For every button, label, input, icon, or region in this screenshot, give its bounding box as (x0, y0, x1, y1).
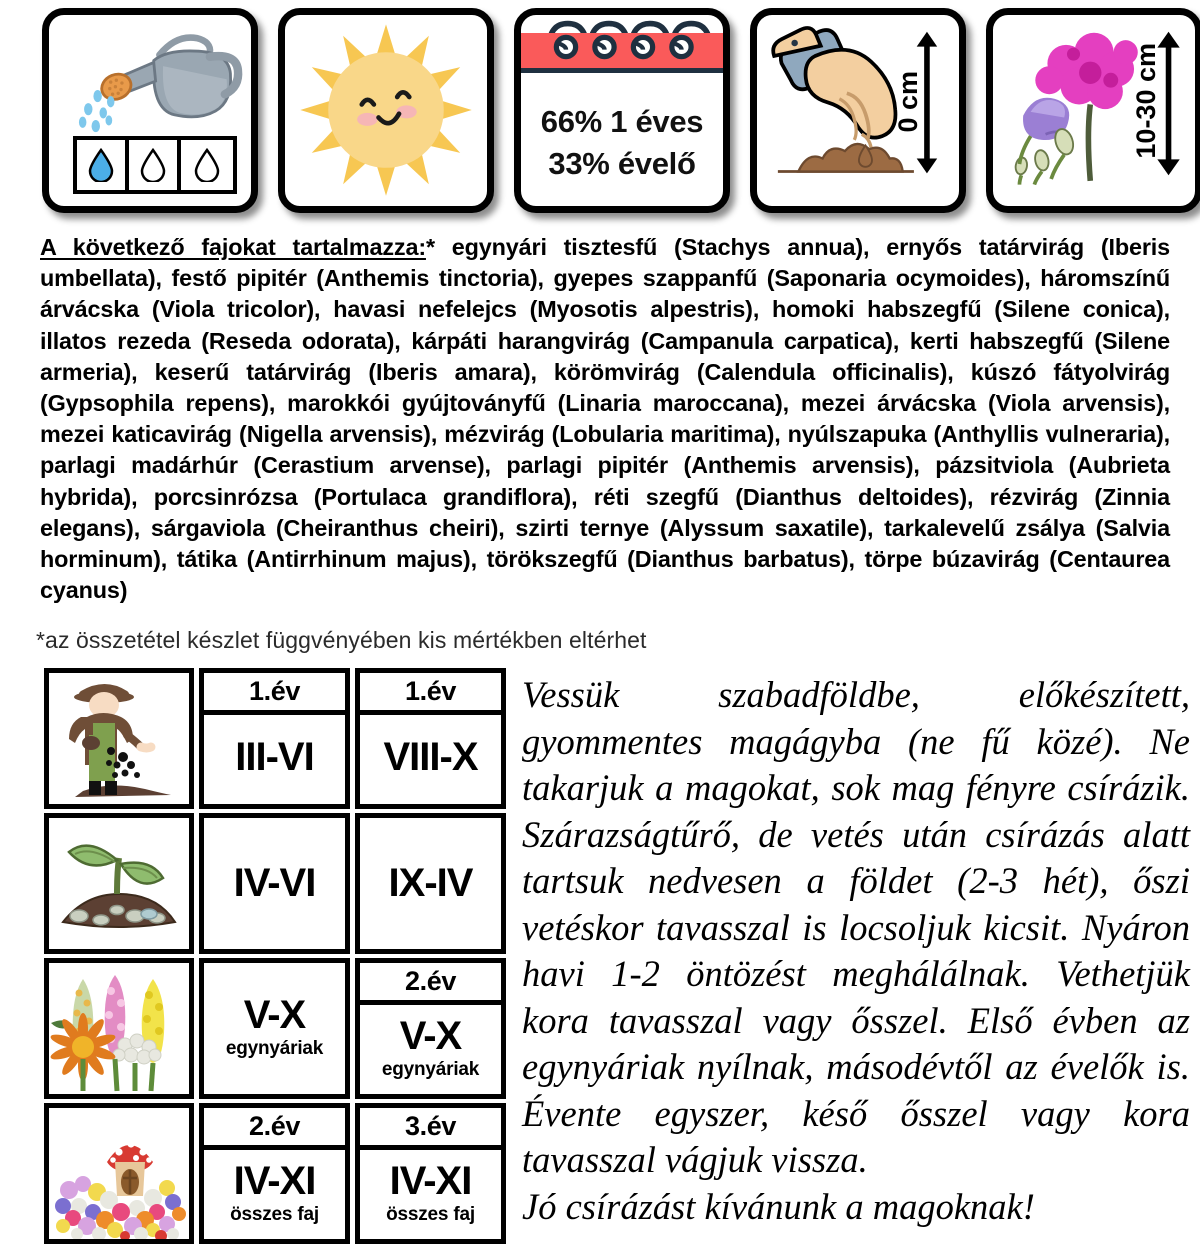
table-cell-autumn (355, 1103, 506, 1244)
calendar-ring-holes-icon (519, 33, 725, 68)
cell-body (360, 1005, 501, 1094)
watering-can-icon (49, 19, 251, 147)
flower-height-icon (993, 15, 1195, 206)
sowing-farmer-icon (44, 668, 194, 809)
flowering-plants-icon (44, 958, 194, 1099)
sowing-depth-card (750, 8, 966, 213)
water-level-indicator (73, 136, 237, 194)
table-cell-spring (199, 813, 350, 954)
table-row (44, 1103, 506, 1244)
cell-body (204, 715, 345, 804)
sowing-depth-label: 0 cm (893, 71, 923, 133)
plant-height-card (986, 8, 1200, 213)
table-cell-spring (199, 1103, 350, 1244)
month-range: IX-IV (388, 860, 473, 905)
water-drop-cell-2 (129, 140, 181, 190)
table-cell-spring (199, 958, 350, 1099)
cell-body (204, 963, 345, 1094)
light-requirement-card (278, 8, 494, 213)
month-range: IV-XI (389, 1159, 472, 1203)
table-cell-autumn (355, 668, 506, 809)
year-label: 1.év (360, 673, 501, 715)
sun-icon (285, 15, 487, 206)
lifecycle-annual-ratio: 66% 1 éves (540, 103, 704, 139)
month-range: VIII-X (383, 735, 478, 779)
species-list-paragraph (40, 232, 1170, 606)
lifecycle-perennial-ratio: 33% évelő (548, 145, 696, 181)
growing-instructions-paragraph: Vessük szabadföldbe, előkészített, gyommentes magágyba (ne fű közé). Ne takarjuk a magokat, sok mag fényre csírázik. Szárazságtűrő, de vetés után csírázás alatt tartsuk nedvesen a földet (2-3 hét), őszi vetéskor tavasszal is locsoljuk kicsit. Nyáron havi 1-2 öntözést meghálálnak. Vethetjük kora tavasszal vagy ősszel. Első évben az egynyáriak nyílnak, másodévtől az évelők is. Évente egyszer, késő ősszel vagy kora tavasszal vágjuk vissza. (522, 674, 1190, 1180)
plant-height-label: 10-30 cm (1131, 43, 1161, 159)
cell-body (360, 818, 501, 949)
month-range: V-X (243, 993, 306, 1037)
water-drop-icon-empty (140, 148, 166, 182)
year-label: 2.év (204, 1108, 345, 1150)
icon-strip (42, 8, 1192, 223)
month-range-note: egynyáriak (381, 1059, 480, 1080)
month-range-note: összes faj (230, 1204, 319, 1225)
table-cell-autumn (355, 958, 506, 1099)
table-cell-autumn (355, 813, 506, 954)
month-range-note: egynyáriak (225, 1038, 324, 1059)
month-range: IV-VI (233, 860, 316, 905)
year-label: 2.év (360, 963, 501, 1005)
calendar-header-band (519, 33, 725, 73)
year-label: 1.év (204, 673, 345, 715)
growing-instructions (522, 672, 1190, 1230)
cell-body (360, 1150, 501, 1239)
seedling-icon (44, 813, 194, 954)
lifecycle-ratios (521, 79, 723, 206)
hand-sowing-icon (757, 15, 959, 206)
month-range: III-VI (235, 735, 314, 779)
cell-body (360, 715, 501, 804)
water-requirement-card (42, 8, 258, 213)
lifecycle-card (514, 8, 730, 213)
table-row (44, 813, 506, 954)
wildflower-meadow-icon (44, 1103, 194, 1244)
water-drop-cell-3 (181, 140, 233, 190)
month-range: V-X (399, 1014, 462, 1058)
table-cell-spring (199, 668, 350, 809)
cell-body (204, 1150, 345, 1239)
table-row (44, 958, 506, 1099)
species-list-body: egynyári tisztesfű (Stachys annua), ernyős tatárvirág (Iberis umbellata), festő pipitér (Anthemis tinctoria), gyepes szappanfű (Saponaria ocymoides), háromszínű árvácska (Viola tricolor), havasi nefelejcs (Myosotis alpestris), homoki habszegfű (Silene conica), illatos rezeda (Reseda odorata), kárpáti harangvirág (Campanula carpatica), kerti habszegfű (Silene armeria), keserű tatárvirág (Iberis amara), körömvirág (Calendula officinalis), kúszó fátyolvirág (Gypsophila repens), marokkói gyújtoványfű (Linaria maroccana), mezei árvácska (Viola arvensis), mezei katicavirág (Nigella arvensis), mézvirág (Lobularia maritima), nyúlszapuka (Anthyllis vulneraria), parlagi madárhúr (Cerastium arvense), parlagi pipitér (Anthemis arvensis), pázsitviola (Aubrieta hybrida), porcsinrózsa (Portulaca grandiflora), réti szegfű (Dianthus deltoides), rézvirág (Zinnia elegans), sárgaviola (Cheiranthus cheiri), szirti ternye (Alyssum saxatile), tarkalevelű zsálya (Salvia horminum), tátika (Antirrhinum majus), törökszegfű (Dianthus barbatus), törpe búzavirág (Centaurea cyanus) (40, 234, 1170, 604)
species-list-footnote: *az összetétel készlet függvényében kis mértékben eltérhet (36, 627, 647, 653)
growing-calendar-table (44, 668, 506, 1244)
species-list-asterisk: * (425, 234, 435, 260)
growing-instructions-closing: Jó csírázást kívánunk a magoknak! (522, 1185, 1035, 1227)
month-range: IV-XI (233, 1159, 316, 1203)
cell-body (204, 818, 345, 949)
year-label: 3.év (360, 1108, 501, 1150)
water-drop-cell-1 (77, 140, 129, 190)
table-row (44, 668, 506, 809)
water-drop-icon-empty (194, 148, 220, 182)
water-drop-icon-filled (88, 148, 114, 182)
month-range-note: összes faj (386, 1204, 475, 1225)
species-list-heading: A következő fajokat tartalmazza: (40, 234, 426, 260)
